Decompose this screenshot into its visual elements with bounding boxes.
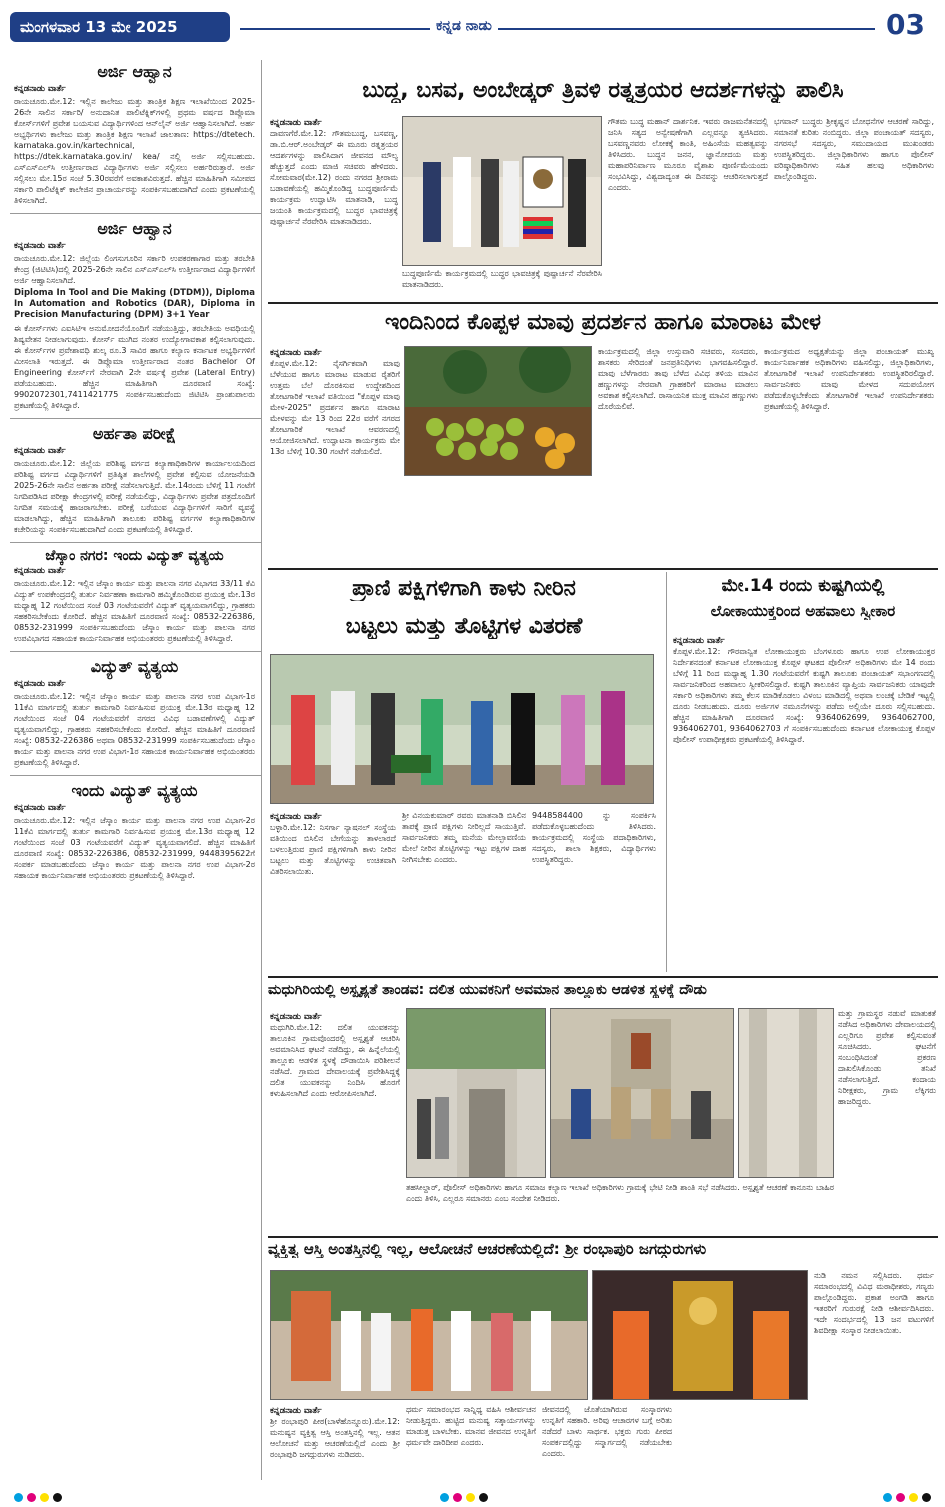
masthead bbox=[0, 0, 945, 60]
story-madhugiri-photo-1 bbox=[406, 1008, 546, 1178]
story-buddha-byline: ಕನ್ನಡನಾಡು ವಾರ್ತೆ bbox=[270, 118, 322, 128]
newspaper-brand: ಕನ್ನಡ ನಾಡು bbox=[430, 18, 498, 34]
story-lokayukta-headline-1: ಮೇ.14 ರಂದು ಕುಷ್ಟಗಿಯಲ್ಲಿ bbox=[721, 576, 885, 596]
story-rambhapuri-photo-2 bbox=[592, 1270, 808, 1400]
yellow-dot bbox=[40, 1493, 49, 1502]
notice-4-byline: ಕನ್ನಡನಾಡು ವಾರ್ತೆ bbox=[14, 566, 66, 576]
main-area bbox=[268, 60, 938, 1480]
issue-date: ಮಂಗಳವಾರ 13 ಮೇ 2025 bbox=[10, 12, 230, 42]
section-rule bbox=[268, 976, 938, 978]
cyan-dot bbox=[883, 1493, 892, 1502]
story-madhugiri bbox=[268, 980, 938, 1234]
registration-marks-right bbox=[883, 1491, 931, 1503]
story-birds-photo bbox=[270, 654, 654, 804]
story-buddha-headline: ಬುದ್ಧ, ಬಸವ, ಅಂಬೇಡ್ಕರ್ ತ್ರಿವಳಿ ರತ್ನತ್ರಯರ ಆದರ್ಶಗಳನ್ನು ಪಾಲಿಸಿ bbox=[362, 78, 844, 103]
black-dot bbox=[53, 1493, 62, 1502]
story-lokayukta-byline: ಕನ್ನಡನಾಡು ವಾರ್ತೆ bbox=[673, 636, 725, 646]
story-lokayukta-body: ಕೊಪ್ಪಳ.ಮೇ.12: ಗೌರವಾನ್ವಿತ ಲೋಕಾಯುಕ್ತರು ಬೆಂಗಳೂರು ಹಾಗೂ ಉಪ ಲೋಕಾಯುಕ್ತರ ನಿರ್ದೇಶನದಂತೆ ಕರ್ನಾಟಕ ಲೋಕಾಯುಕ್ತ ಕೊಪ್ಪಳ ಘಟಕದ ಪೊಲೀಸ್ ಅಧಿಕಾರಿಗಳು ಮೇ 14 ರಂದು ಬೆಳಿಗ್ಗೆ 11 ರಿಂದ ಮಧ್ಯಾಹ್ನ 1.30 ಗಂಟೆಯವರೆಗೆ ಕುಷ್ಟಗಿ ತಾಲೂಕು ಪಂಚಾಯತ್ ಸಭಾಂಗಣದಲ್ಲಿ ಸಾರ್ವಜನಿಕರಿಂದ ಅಹವಾಲು ಸ್ವೀಕರಿಸಲಿದ್ದಾರೆ. ಕುಷ್ಟಗಿ ತಾಲೂಕಿನ ವ್ಯಾಪ್ತಿಯ ಸಾರ್ವಜನಿಕರು ಯಾವುದೇ ಸರ್ಕಾರಿ ಅಧಿಕಾರಿಗಳು ತಮ್ಮ ಕೆಲಸ ಮಾಡಿಕೊಡಲು ವಿಳಂಬ ಮಾಡಿದಲ್ಲಿ ಅಥವಾ ಲಂಚಕ್ಕೆ ಬೇಡಿಕೆ ಇಟ್ಟಲ್ಲಿ ದೂರು ನೀಡಬಹುದು. ದೂರು ಅರ್ಜಿಗಳ ನಮೂನೆಗಳನ್ನು ಪಡೆದು ಅಲ್ಲಿಯೇ ದೂರು ಸಲ್ಲಿಸಬಹುದು. ಹೆಚ್ಚಿನ ಮಾಹಿತಿಗಾಗಿ ದೂರವಾಣಿ ಸಂಖ್ಯೆ: 9364062699, 9364062700, 9364062701, 9364062703 ಗೆ ಸಂಪರ್ಕಿಸಬಹುದೆಂದು ಕರ್ನಾಟಕ ಲೋಕಾಯುಕ್ತ ಕೊಪ್ಪಳ ಪೊಲೀಸ್ ಉಪಾಧೀಕ್ಷಕರು ಪ್ರಕಟಣೆಯಲ್ಲಿ ತಿಳಿಸಿದ್ದಾರೆ. bbox=[673, 647, 935, 744]
swamiji-puja-photo bbox=[593, 1271, 808, 1400]
notice-5 bbox=[10, 655, 261, 772]
story-buddha-col1: ದಾವಣಗೆರೆ.ಮೇ.12: ಗೌತಮಬುದ್ಧ, ಬಸವಣ್ಣ, ಡಾ.ಬಿ.ಆರ್.ಅಂಬೇಡ್ಕರ್ ಈ ಮೂರು ರತ್ನತ್ರಯರ ಆದರ್ಶಗಳನ್ನು ಪಾಲಿಸಿದಾಗ ಜೀವನದ ಮೌಲ್ಯ ಹೆಚ್ಚುತ್ತದೆ ಎಂದು ಮಾಜಿ ಸಚಿವರು ಹೇಳಿದರು. ಸೋಮವಾರ(ಮೇ.12) ರಂದು ನಗರದ ಶ್ರೀರಾಮ ಬಡಾವಣೆಯಲ್ಲಿ ಹಮ್ಮಿಕೊಂಡಿದ್ದ ಬುದ್ಧಪೂರ್ಣಿಮೆ ಕಾರ್ಯಕ್ರಮ ಉದ್ಘಾಟಿಸಿ ಮಾತನಾಡಿ, ಬುದ್ಧ ಜಯಂತಿ ಕಾರ್ಯಕ್ರಮದಲ್ಲಿ ಬುದ್ಧರ ಭಾವಚಿತ್ರಕ್ಕೆ ಪುಷ್ಪಾರ್ಚನೆ ನೆರವೇರಿಸಿ ಮಾತನಾಡಿದರು. bbox=[270, 129, 398, 226]
notice-3-title: ಅರ್ಹತಾ ಪರೀಕ್ಷೆ bbox=[92, 424, 177, 443]
left-column bbox=[10, 60, 262, 1480]
story-rambhapuri-photo-1 bbox=[270, 1270, 588, 1400]
story-lokayukta-headline-2: ಲೋಕಾಯುಕ್ತರಿಂದ ಅಹವಾಲು ಸ್ವೀಕಾರ bbox=[710, 602, 896, 620]
notice-2-body-b: ಈ ಕೋರ್ಸ್‌ಗಳು ಎಐಸಿಟಿಇ ಅನುಮೋದನೆಯೊಂದಿಗೆ ನಡೆಯುತ್ತಿದ್ದು, ತರಬೇತಿಯ ಅವಧಿಯಲ್ಲಿ ಶಿಷ್ಯವೇತನ ನೀಡಲಾಗುವುದು. ಕೋರ್ಸ್ ಮುಗಿದ ನಂತರ ಉದ್ಯೋಗಾವಕಾಶ ಕಲ್ಪಿಸಲಾಗುವುದು. ಈ ಕೋರ್ಸ್‌ಗಳ ಪ್ರವೇಶಾವಧಿ ಶುಲ್ಕ ರೂ.3 ಸಾವಿರ ಹಾಗೂ ಕಲ್ಯಾಣ ಕರ್ನಾಟಕ ಅಭ್ಯರ್ಥಿಗಳಿಗೆ ಮೀಸಲಾತಿ ಇರುತ್ತದೆ. ಈ ಡಿಪ್ಲೊಮಾ ಉತ್ತೀರ್ಣರಾದ ನಂತರ Bachelor Of Engineering ಕೋರ್ಸ್‌ಗೆ ನೇರವಾಗಿ 2ನೇ ವರ್ಷಕ್ಕೆ ಪ್ರವೇಶ (Lateral Entry) ಪಡೆಯಬಹುದು. ಹೆಚ್ಚಿನ ಮಾಹಿತಿಗಾಗಿ ದೂರವಾಣಿ ಸಂಖ್ಯೆ: 9902072301,7411421775 ಸಂಪರ್ಕಿಸಬಹುದೆಂದು ಜಿಟಿಟಿಸಿ ಪ್ರಾಂಶುಪಾಲರು ಪ್ರಕಟಣೆಯಲ್ಲಿ ತಿಳಿಸಿದ್ದಾರೆ. bbox=[14, 324, 255, 410]
story-rambhapuri bbox=[268, 1240, 938, 1478]
magenta-dot bbox=[896, 1493, 905, 1502]
story-mango-col1b bbox=[404, 480, 592, 560]
notice-2 bbox=[10, 217, 261, 415]
story-birds-headline-2: ಬಟ್ಟಲು ಮತ್ತು ತೊಟ್ಟಿಗಳ ವಿತರಣೆ bbox=[345, 614, 583, 639]
notice-1-byline: ಕನ್ನಡನಾಡು ವಾರ್ತೆ bbox=[14, 84, 66, 94]
story-rambhapuri-col4: ನುಡಿ ನಮನ ಸಲ್ಲಿಸಿದರು. ಧರ್ಮ ಸಮಾರಂಭದಲ್ಲಿ ವಿವಿಧ ಮಠಾಧೀಶರು, ಗಣ್ಯರು ಪಾಲ್ಗೊಂಡಿದ್ದರು. ಪ್ರಕಾಶ ಅಂಗಡಿ ಹಾಗೂ ಇತರರಿಗೆ ಗುರುರಕ್ಷೆ ನೀಡಿ ಆಶೀರ್ವದಿಸಿದರು. ಇದೇ ಸಂದರ್ಭದಲ್ಲಿ 13 ಜನ ವಟುಗಳಿಗೆ ಶಿವದೀಕ್ಷಾ ಸಂಸ್ಕಾರ ನೀಡಲಾಯಿತು. bbox=[814, 1271, 934, 1335]
story-rambhapuri-headline: ವ್ಯಕ್ತಿತ್ವ ಆಸ್ತಿ ಅಂತಸ್ತಿನಲ್ಲಿ ಇಲ್ಲ, ಆಲೋಚನೆ ಆಚರಣೆಯಲ್ಲಿದೆ: ಶ್ರೀ ರಂಭಾಪುರಿ ಜಗದ್ಗುರುಗಳು bbox=[268, 1240, 707, 1258]
procession-photo bbox=[271, 1271, 588, 1400]
magenta-dot bbox=[453, 1493, 462, 1502]
registration-marks-center bbox=[440, 1491, 488, 1503]
notice-5-byline: ಕನ್ನಡನಾಡು ವಾರ್ತೆ bbox=[14, 679, 66, 689]
notice-3-byline: ಕನ್ನಡನಾಡು ವಾರ್ತೆ bbox=[14, 446, 66, 456]
temple-entrance-photo bbox=[407, 1009, 546, 1178]
notice-2-title: ಅರ್ಜಿ ಆಹ್ವಾನ bbox=[97, 219, 172, 238]
story-birds-headline-1: ಪ್ರಾಣಿ ಪಕ್ಷಿಗಳಿಗಾಗಿ ಕಾಳು ನೀರಿನ bbox=[352, 576, 576, 601]
notice-3-body: ರಾಯಚೂರು.ಮೇ.12: ಜಿಲ್ಲೆಯ ಪರಿಶಿಷ್ಟ ವರ್ಗದ ಕಲ್ಯಾಣಾಧಿಕಾರಿಗಳ ಕಾರ್ಯಾಲಯದಿಂದ ಪರಿಶಿಷ್ಟ ವರ್ಗದ ವಿದ್ಯಾರ್ಥಿಗಳಿಗೆ ಪ್ರತಿಷ್ಠಿತ ಶಾಲೆಗಳಲ್ಲಿ ಪ್ರವೇಶ ಕಲ್ಪಿಸುವ ಯೋಜನೆಯಡಿ 2025-26ನೇ ಸಾಲಿನ ಅರ್ಹತಾ ಪರೀಕ್ಷೆ ನಡೆಸಲಾಗುತ್ತಿದೆ. ಮೇ.14ರಂದು ಬೆಳಿಗ್ಗೆ 11 ಗಂಟೆಗೆ ನಿಗದಿಪಡಿಸಿದ ಪರೀಕ್ಷಾ ಕೇಂದ್ರಗಳಲ್ಲಿ ಪರೀಕ್ಷೆ ನಡೆಯಲಿದ್ದು, ವಿದ್ಯಾರ್ಥಿಗಳು ಪ್ರವೇಶ ಪತ್ರದೊಂದಿಗೆ ನಿಗದಿತ ಸಮಯಕ್ಕೆ ಹಾಜರಾಗಬೇಕು. ಪರೀಕ್ಷೆ ಬರೆಯುವ ವಿದ್ಯಾರ್ಥಿಗಳಿಗೆ ಸಾರಿಗೆ ವ್ಯವಸ್ಥೆ ಮಾಡಲಾಗಿದ್ದು, ಹೆಚ್ಚಿನ ಮಾಹಿತಿಗಾಗಿ ತಾಲೂಕು ಪರಿಶಿಷ್ಟ ವರ್ಗಗಳ ಕಲ್ಯಾಣಾಧಿಕಾರಿಗಳ ಕಚೇರಿಯನ್ನು ಸಂಪರ್ಕಿಸಬಹುದಾಗಿದೆ ಎಂದು ಪ್ರಕಟಣೆಯಲ್ಲಿ ತಿಳಿಸಿದ್ದಾರೆ. bbox=[14, 459, 255, 534]
page-number: 03 bbox=[886, 8, 925, 41]
story-mango bbox=[268, 308, 938, 566]
story-rambhapuri-col2: ಧರ್ಮ ಸಮಾರಂಭದ ಸಾನ್ನಿಧ್ಯ ವಹಿಸಿ ಆಶೀರ್ವಚನ ನೀಡುತ್ತಿದ್ದರು. ಹುಟ್ಟಿದ ಮನುಷ್ಯ ಸತ್ಕಾರ್ಯಗಳನ್ನು ಮಾಡುತ್ತ ಬಾಳಬೇಕು. ಮಾನವ ಜೀವನದ ಉನ್ನತಿಗೆ ಧರ್ಮವೇ ದಾರಿದೀಪ ಎಂದರು. bbox=[406, 1405, 536, 1447]
notice-3 bbox=[10, 422, 261, 539]
notice-4-title: ಜೆಸ್ಕಾಂ ನಗರ: ಇಂದು ವಿದ್ಯುತ್ ವ್ಯತ್ಯಯ bbox=[45, 548, 224, 564]
buddha-event-photo bbox=[403, 117, 602, 266]
cyan-dot bbox=[14, 1493, 23, 1502]
story-madhugiri-photo-2 bbox=[550, 1008, 734, 1178]
section-rule bbox=[268, 1236, 938, 1238]
notice-2-body-a: ರಾಯಚೂರು.ಮೇ.12: ಜಿಲ್ಲೆಯ ಲಿಂಗಸುಗೂರಿನ ಸರ್ಕಾರಿ ಉಪಕರಣಾಗಾರ ಮತ್ತು ತರಬೇತಿ ಕೇಂದ್ರ (ಜಿಟಿಟಿಸಿ)ದಲ್ಲಿ 2025-26ನೇ ಸಾಲಿನ ಎಸ್‌ಎಸ್‌ಎಲ್‌ಸಿ ಉತ್ತೀರ್ಣರಾದ ವಿದ್ಯಾರ್ಥಿಗಳಿಗೆ ಅರ್ಜಿ ಆಹ್ವಾನಿಸಲಾಗಿದೆ. bbox=[14, 254, 255, 285]
temple-pillars-photo bbox=[739, 1009, 834, 1178]
magenta-dot bbox=[27, 1493, 36, 1502]
story-mango-col1: ಕೊಪ್ಪಳ.ಮೇ.12: ನೈಸರ್ಗಿಕವಾಗಿ ಮಾವು ಬೆಳೆಯುವ ಹಾಗೂ ಮಾರಾಟ ಮಾಡುವ ರೈತರಿಗೆ ಉತ್ತಮ ಬೆಲೆ ದೊರಕಿಸುವ ಉದ್ದೇಶದಿಂದ ತೋಟಗಾರಿಕೆ ಇಲಾಖೆ ವತಿಯಿಂದ "ಕೊಪ್ಪಳ ಮಾವು ಮೇಳ-2025" ಪ್ರದರ್ಶನ ಹಾಗೂ ಮಾರಾಟ ಮೇಳವನ್ನು ಮೇ 13 ರಿಂದ 22ರ ವರೆಗೆ ನಗರದ ತೋಟಗಾರಿಕೆ ಇಲಾಖೆ ಆವರಣದಲ್ಲಿ ಆಯೋಜಿಸಲಾಗಿದೆ. ಉದ್ಘಾಟನಾ ಕಾರ್ಯಕ್ರಮ ಮೇ 13ರ ಬೆಳಿಗ್ಗೆ 10.30 ಗಂಟೆಗೆ ನಡೆಯಲಿದೆ. bbox=[270, 359, 400, 456]
story-madhugiri-headline: ಮಧುಗಿರಿಯಲ್ಲಿ ಅಸ್ಪೃಶ್ಯತೆ ತಾಂಡವ: ದಲಿತ ಯುವಕನಿಗೆ ಅವಮಾನ ತಾಲ್ಲೂಕು ಆಡಳಿತ ಸ್ಥಳಕ್ಕೆ ದೌಡು bbox=[268, 982, 707, 998]
divider bbox=[10, 418, 261, 419]
story-rambhapuri-col1: ಶ್ರೀ ರಂಭಾಪುರಿ ಪೀಠ(ಬಾಳೆಹೊನ್ನೂರು).ಮೇ.12: ಮನುಷ್ಯನ ವ್ಯಕ್ತಿತ್ವ ಆಸ್ತಿ ಅಂತಸ್ತಿನಲ್ಲಿ ಇಲ್ಲ. ಆತನ ಆಲೋಚನೆ ಮತ್ತು ಆಚರಣೆಯಲ್ಲಿದೆ ಎಂದು ಶ್ರೀ ರಂಭಾಪುರಿ ಜಗದ್ಗುರುಗಳು ನುಡಿದರು. bbox=[270, 1417, 400, 1459]
notice-1-title: ಅರ್ಜಿ ಆಹ್ವಾನ bbox=[97, 62, 172, 81]
notice-6-title: ಇಂದು ವಿದ್ಯುತ್ ವ್ಯತ್ಯಯ bbox=[71, 781, 198, 800]
story-birds-col1: ಬಳ್ಳಾರಿ.ಮೇ.12: ನಿಸರ್ಗಾ ನ್ಯಾಷನಲ್ ಸಂಸ್ಥೆಯ ವತಿಯಿಂದ ಬಿಸಿಲಿನ ಬೇಗೆಯನ್ನು ತಾಳಲಾರದೆ ಬಳಲುತ್ತಿರುವ ಪ್ರಾಣಿ ಪಕ್ಷಿಗಳಿಗಾಗಿ ಕಾಳು ನೀರಿನ ಬಟ್ಟಲು ಮತ್ತು ತೊಟ್ಟಿಗಳನ್ನು ಉಚಿತವಾಗಿ ವಿತರಿಸಲಾಯಿತು. bbox=[270, 823, 396, 876]
story-madhugiri-photo-3 bbox=[738, 1008, 834, 1178]
story-mango-photo bbox=[404, 346, 592, 476]
notice-4 bbox=[10, 546, 261, 648]
notice-2-courses: Diploma In Tool and Die Making (DTDM)), Diploma In Automation and Robotics (DAR), Diploma in Precision Manufacturing (DPM) 3+1 Year bbox=[14, 288, 255, 320]
story-rambhapuri-byline: ಕನ್ನಡನಾಡು ವಾರ್ತೆ bbox=[270, 1406, 322, 1416]
divider bbox=[10, 213, 261, 214]
story-birds bbox=[268, 572, 660, 972]
cyan-dot bbox=[440, 1493, 449, 1502]
story-mango-col2: ಕಾರ್ಯಕ್ರಮದಲ್ಲಿ ಜಿಲ್ಲಾ ಉಸ್ತುವಾರಿ ಸಚಿವರು, ಸಂಸದರು, ಶಾಸಕರು ಸೇರಿದಂತೆ ಜನಪ್ರತಿನಿಧಿಗಳು ಭಾಗವಹಿಸಲಿದ್ದಾರೆ. ಮಾವು ಬೆಳೆಗಾರರು ತಾವು ಬೆಳೆದ ವಿವಿಧ ತಳಿಯ ಮಾವಿನ ಹಣ್ಣುಗಳನ್ನು ನೇರವಾಗಿ ಗ್ರಾಹಕರಿಗೆ ಮಾರಾಟ ಮಾಡಲು ಅವಕಾಶ ಕಲ್ಪಿಸಲಾಗಿದೆ. ರಾಸಾಯನಿಕ ಮುಕ್ತ ಮಾವಿನ ಹಣ್ಣುಗಳು ದೊರೆಯಲಿವೆ. bbox=[598, 347, 758, 411]
divider bbox=[10, 651, 261, 652]
story-madhugiri-col2: ತಹಸೀಲ್ದಾರ್, ಪೊಲೀಸ್ ಅಧಿಕಾರಿಗಳು ಹಾಗೂ ಸಮಾಜ ಕಲ್ಯಾಣ ಇಲಾಖೆ ಅಧಿಕಾರಿಗಳು ಗ್ರಾಮಕ್ಕೆ ಭೇಟಿ ನೀಡಿ ಶಾಂತಿ ಸಭೆ ನಡೆಸಿದರು. ಅಸ್ಪೃಶ್ಯತೆ ಆಚರಣೆ ಕಾನೂನು ಬಾಹಿರ ಎಂದು ತಿಳಿಸಿ, ಎಲ್ಲರೂ ಸಮಾನರು ಎಂಬ ಸಂದೇಶ ನೀಡಿದರು. bbox=[406, 1183, 834, 1203]
story-birds-col3: 9448584400 ನ್ನು ಸಂಪರ್ಕಿಸಿ ಪಡೆದುಕೊಳ್ಳಬಹುದೆಂದು ತಿಳಿಸಿದರು. ಕಾರ್ಯಕ್ರಮದಲ್ಲಿ ಸಂಸ್ಥೆಯ ಪದಾಧಿಕಾರಿಗಳು, ಸದಸ್ಯರು, ಶಾಲಾ ಶಿಕ್ಷಕರು, ವಿದ್ಯಾರ್ಥಿಗಳು ಉಪಸ್ಥಿತರಿದ್ದರು. bbox=[532, 811, 656, 864]
police-meeting-photo bbox=[551, 1009, 734, 1178]
masthead-rule bbox=[240, 28, 875, 30]
registration-marks-left bbox=[14, 1491, 62, 1503]
notice-5-body: ರಾಯಚೂರು.ಮೇ.12: ಇಲ್ಲಿನ ಜೆಸ್ಕಾಂ ಕಾರ್ಯ ಮತ್ತು ಪಾಲನಾ ನಗರ ಉಪ ವಿಭಾಗ-1ರ 11ಕೆವಿ ಮಾರ್ಗದಲ್ಲಿ ತುರ್ತು ಕಾಮಗಾರಿ ನಿರ್ವಹಿಸುವ ಪ್ರಯುಕ್ತ ಮೇ.13ರ ಮಧ್ಯಾಹ್ನ 12 ಗಂಟೆಯಿಂದ ಸಂಜೆ 04 ಗಂಟೆಯವರೆಗೆ ನಗರದ ವಿವಿಧ ಬಡಾವಣೆಗಳಲ್ಲಿ ವಿದ್ಯುತ್ ವ್ಯತ್ಯಯವಾಗಲಿದ್ದು, ಗ್ರಾಹಕರು ಸಹಕರಿಸಬೇಕೆಂದು ಕೋರಿದೆ. ಹೆಚ್ಚಿನ ಮಾಹಿತಿಗೆ ದೂರವಾಣಿ ಸಂಖ್ಯೆ: 08532-226386 ಅಥವಾ 08532-231999 ಸಂಪರ್ಕಿಸಬಹುದೆಂದು ಜೆಸ್ಕಾಂ ಕಾರ್ಯ ಮತ್ತು ಪಾಲನಾ ನಗರ ಉಪ ವಿಭಾಗ-1ರ ಸಹಾಯಕ ಕಾರ್ಯನಿರ್ವಾಹಕ ಅಭಿಯಂತರರು ಪ್ರಕಟಣೆಯಲ್ಲಿ ತಿಳಿಸಿದ್ದಾರೆ. bbox=[14, 692, 255, 767]
story-madhugiri-col1: ಮಧುಗಿರಿ.ಮೇ.12: ದಲಿತ ಯುವಕನನ್ನು ತಾಲೂಕಿನ ಗ್ರಾಮವೊಂದರಲ್ಲಿ ಅಸ್ಪೃಶ್ಯತೆ ಆಚರಿಸಿ ಅವಮಾನಿಸಿದ ಘಟನೆ ನಡೆದಿದ್ದು, ಈ ಹಿನ್ನೆಲೆಯಲ್ಲಿ ತಾಲ್ಲೂಕು ಆಡಳಿತ ಸ್ಥಳಕ್ಕೆ ದೌಡಾಯಿಸಿ ಪರಿಶೀಲನೆ ನಡೆಸಿದೆ. ಗ್ರಾಮದ ದೇವಾಲಯಕ್ಕೆ ಪ್ರವೇಶಿಸಿದ್ದಕ್ಕೆ ದಲಿತ ಯುವಕನನ್ನು ನಿಂದಿಸಿ ಹೊರಗೆ ಕಳುಹಿಸಲಾಗಿದೆ ಎಂದು ಆರೋಪಿಸಲಾಗಿದೆ. bbox=[270, 1023, 400, 1098]
story-buddha-col2: ಗೌತಮ ಬುದ್ಧ ಮಹಾನ್ ದಾರ್ಶನಿಕ. ಇವರು ರಾಜಮನೆತನದಲ್ಲಿ ಜನಿಸಿ ಸತ್ಯದ ಅನ್ವೇಷಣೆಗಾಗಿ ಎಲ್ಲವನ್ನೂ ತ್ಯಜಿಸಿದರು. ಬಸವಣ್ಣನವರು ಲೋಕಕ್ಕೆ ಕಾಂತಿ, ಅಹಿಂಸೆಯ ಮಹತ್ವವನ್ನು ತಿಳಿಸಿದರು. ಬುದ್ಧನ ಜನನ, ಜ್ಞಾನೋದಯ ಮತ್ತು ಮಹಾಪರಿನಿರ್ವಾಣ ಮೂರೂ ವೈಶಾಖ ಪೂರ್ಣಿಮೆಯಂದು ಸಂಭವಿಸಿದ್ದು, ವಿಶ್ವದಾದ್ಯಂತ ಈ ದಿನವನ್ನು ಆಚರಿಸಲಾಗುತ್ತದೆ ಎಂದರು. bbox=[608, 117, 768, 192]
story-madhugiri-col3: ಮತ್ತು ಗ್ರಾಮಸ್ಥರ ನಡುವೆ ಮಾತುಕತೆ ನಡೆಸಿದ ಅಧಿಕಾರಿಗಳು ದೇವಾಲಯದಲ್ಲಿ ಎಲ್ಲರಿಗೂ ಪ್ರವೇಶ ಕಲ್ಪಿಸುವಂತೆ ಸೂಚಿಸಿದರು. ಘಟನೆಗೆ ಸಂಬಂಧಿಸಿದಂತೆ ಪ್ರಕರಣ ದಾಖಲಿಸಿಕೊಂಡು ತನಿಖೆ ನಡೆಸಲಾಗುತ್ತಿದೆ. ಕಂದಾಯ ನಿರೀಕ್ಷಕರು, ಗ್ರಾಮ ಲೆಕ್ಕಿಗರು ಹಾಜರಿದ್ದರು. bbox=[838, 1009, 936, 1106]
divider bbox=[10, 775, 261, 776]
black-dot bbox=[922, 1493, 931, 1502]
story-mango-byline: ಕನ್ನಡನಾಡು ವಾರ್ತೆ bbox=[270, 348, 322, 358]
birds-event-photo bbox=[271, 655, 654, 804]
notice-6 bbox=[10, 779, 261, 885]
story-buddha-photo bbox=[402, 116, 602, 266]
mango-photo bbox=[405, 347, 592, 476]
yellow-dot bbox=[466, 1493, 475, 1502]
notice-5-title: ವಿದ್ಯುತ್ ವ್ಯತ್ಯಯ bbox=[90, 657, 179, 676]
notice-2-byline: ಕನ್ನಡನಾಡು ವಾರ್ತೆ bbox=[14, 241, 66, 251]
story-rambhapuri-col3: ಜೀವನದಲ್ಲಿ ಜೊತೆಯಾಗಿರುವ ಸಂಸ್ಕಾರಗಳು ಉನ್ನತಿಗೆ ಸಹಕಾರಿ. ಅರಿವು ಆಚಾರಗಳ ಬಗ್ಗೆ ಅರಿತು ನಡೆದರೆ ಬಾಳು ಸಾರ್ಥಕ. ಭಕ್ತರು ಗುರು ಪೀಠದ ಸಂಪರ್ಕದಲ್ಲಿದ್ದು ಸನ್ಮಾರ್ಗದಲ್ಲಿ ನಡೆಯಬೇಕು ಎಂದರು. bbox=[542, 1405, 672, 1458]
black-dot bbox=[479, 1493, 488, 1502]
story-mango-headline: ಇಂದಿನಿಂದ ಕೊಪ್ಪಳ ಮಾವು ಪ್ರದರ್ಶನ ಹಾಗೂ ಮಾರಾಟ ಮೇಳ bbox=[384, 310, 822, 335]
story-buddha-caption: ಬುದ್ಧಪೂರ್ಣಿಮೆ ಕಾರ್ಯಕ್ರಮದಲ್ಲಿ ಬುದ್ಧರ ಭಾವಚಿತ್ರಕ್ಕೆ ಪುಷ್ಪಾರ್ಚನೆ ನೆರವೇರಿಸಿ ಮಾತನಾಡಿದರು. bbox=[402, 269, 602, 289]
section-rule bbox=[268, 568, 938, 570]
notice-6-body: ರಾಯಚೂರು.ಮೇ.12: ಇಲ್ಲಿನ ಜೆಸ್ಕಾಂ ಕಾರ್ಯ ಮತ್ತು ಪಾಲನಾ ನಗರ ಉಪ ವಿಭಾಗ-2ರ 11ಕೆವಿ ಮಾರ್ಗದಲ್ಲಿ ತುರ್ತು ಕಾಮಗಾರಿ ನಿರ್ವಹಿಸುವ ಪ್ರಯುಕ್ತ ಮೇ.13ರ ಮಧ್ಯಾಹ್ನ 12 ಗಂಟೆಯಿಂದ ಸಂಜೆ 03 ಗಂಟೆಯವರೆಗೆ ವಿದ್ಯುತ್ ವ್ಯತ್ಯಯವಾಗಲಿದೆ. ಹೆಚ್ಚಿನ ಮಾಹಿತಿಗೆ ದೂರವಾಣಿ ಸಂಖ್ಯೆ: 08532-226386, 08532-231999, 9448395622ಗೆ ಸಂಪರ್ಕ ಮಾಡಬಹುದೆಂದು ಜೆಸ್ಕಾಂ ಕಾರ್ಯ ಮತ್ತು ಪಾಲನಾ ನಗರ ಉಪ ವಿಭಾಗ-2ರ ಸಹಾಯಕ ಕಾರ್ಯನಿರ್ವಾಹಕ ಅಭಿಯಂತರರು ಪ್ರಕಟಣೆಯಲ್ಲಿ ತಿಳಿಸಿದ್ದಾರೆ. bbox=[14, 816, 255, 880]
notice-6-byline: ಕನ್ನಡನಾಡು ವಾರ್ತೆ bbox=[14, 803, 66, 813]
divider bbox=[10, 542, 261, 543]
story-birds-col2: ಶ್ರೀ ವಿನಯಕುಮಾರ್ ರವರು ಮಾತನಾಡಿ ಬಿಸಿಲಿನ ತಾಪಕ್ಕೆ ಪ್ರಾಣಿ ಪಕ್ಷಿಗಳು ನೀರಿಲ್ಲದೆ ಸಾಯುತ್ತಿವೆ. ಸಾರ್ವಜನಿಕರು ತಮ್ಮ ಮನೆಯ ಮೇಲ್ಛಾವಣಿಯ ಮೇಲೆ ನೀರಿನ ತೊಟ್ಟಿಗಳನ್ನು ಇಟ್ಟು ಪಕ್ಷಿಗಳ ದಾಹ ನೀಗಿಸಬೇಕು ಎಂದರು. bbox=[402, 811, 526, 864]
section-rule bbox=[268, 302, 938, 304]
notice-4-body: ರಾಯಚೂರು.ಮೇ.12: ಇಲ್ಲಿನ ಜೆಸ್ಕಾಂ ಕಾರ್ಯ ಮತ್ತು ಪಾಲನಾ ನಗರ ವಿಭಾಗದ 33/11 ಕೆವಿ ವಿದ್ಯುತ್ ಉಪಕೇಂದ್ರದಲ್ಲಿ ತುರ್ತು ನಿರ್ವಹಣಾ ಕಾಮಗಾರಿ ಹಮ್ಮಿಕೊಂಡಿರುವ ಪ್ರಯುಕ್ತ ಮೇ.13ರ ಮಧ್ಯಾಹ್ನ 12 ಗಂಟೆಯಿಂದ ಸಂಜೆ 03 ಗಂಟೆಯವರೆಗೆ ವಿದ್ಯುತ್ ವ್ಯತ್ಯಯವಾಗಲಿದ್ದು, ಗ್ರಾಹಕರು ಸಹಕರಿಸಬೇಕೆಂದು ಕೋರಿದೆ. ಹೆಚ್ಚಿನ ಮಾಹಿತಿಗೆ ದೂರವಾಣಿ ಸಂಖ್ಯೆ: 08532-226386, 08532-231999 ಸಂಪರ್ಕಿಸಬಹುದೆಂದು ಜೆಸ್ಕಾಂ ಕಾರ್ಯ ಮತ್ತು ಪಾಲನಾ ನಗರ ಉಪವಿಭಾಗದ ಸಹಾಯಕ ಕಾರ್ಯನಿರ್ವಾಹಕ ಅಭಿಯಂತರರು ಪ್ರಕಟಣೆಯಲ್ಲಿ ತಿಳಿಸಿದ್ದಾರೆ. bbox=[14, 579, 255, 643]
yellow-dot bbox=[909, 1493, 918, 1502]
story-lokayukta bbox=[666, 572, 938, 972]
story-buddha-col3: ಭಗವಾನ್ ಬುದ್ಧರು ಶ್ರೀಕೃಷ್ಣನ ಬೋಧನೆಗಳ ಆಚರಣೆ ಸಾರಿದ್ದು, ಸಮಾನತೆ ಕುರಿತು ನಂಬಿದ್ದರು. ಜಿಲ್ಲಾ ಪಂಚಾಯತ್ ಸದಸ್ಯರು, ನಗರಸಭೆ ಸದಸ್ಯರು, ಸಮುದಾಯದ ಮುಖಂಡರು ಉಪಸ್ಥಿತರಿದ್ದರು. ಜಿಲ್ಲಾಧಿಕಾರಿಗಳು ಹಾಗೂ ಪೊಲೀಸ್ ವರಿಷ್ಠಾಧಿಕಾರಿಗಳು ಸಹಿತ ಹಲವು ಅಧಿಕಾರಿಗಳು ಪಾಲ್ಗೊಂಡಿದ್ದರು. bbox=[774, 117, 934, 181]
notice-1 bbox=[10, 60, 261, 210]
story-birds-byline: ಕನ್ನಡನಾಡು ವಾರ್ತೆ bbox=[270, 812, 322, 822]
story-mango-col3: ಕಾರ್ಯಕ್ರಮದ ಅಧ್ಯಕ್ಷತೆಯನ್ನು ಜಿಲ್ಲಾ ಪಂಚಾಯತ್ ಮುಖ್ಯ ಕಾರ್ಯನಿರ್ವಾಹಕ ಅಧಿಕಾರಿಗಳು ವಹಿಸಲಿದ್ದು, ಜಿಲ್ಲಾಧಿಕಾರಿಗಳು, ತೋಟಗಾರಿಕೆ ಇಲಾಖೆ ಉಪನಿರ್ದೇಶಕರು ಉಪಸ್ಥಿತರಿರಲಿದ್ದಾರೆ. ಸಾರ್ವಜನಿಕರು ಮಾವು ಮೇಳದ ಸದುಪಯೋಗ ಪಡೆದುಕೊಳ್ಳಬೇಕೆಂದು ತೋಟಗಾರಿಕೆ ಇಲಾಖೆ ಉಪನಿರ್ದೇಶಕರು ಪ್ರಕಟಣೆಯಲ್ಲಿ ತಿಳಿಸಿದ್ದಾರೆ. bbox=[764, 347, 934, 411]
story-madhugiri-byline: ಕನ್ನಡನಾಡು ವಾರ್ತೆ bbox=[270, 1012, 322, 1022]
story-buddha bbox=[268, 60, 938, 300]
notice-1-body: ರಾಯಚೂರು.ಮೇ.12: ಇಲ್ಲಿನ ಕಾಲೇಜು ಮತ್ತು ತಾಂತ್ರಿಕ ಶಿಕ್ಷಣ ಇಲಾಖೆಯಿಂದ 2025-26ನೇ ಸಾಲಿನ ಸರ್ಕಾರಿ/ ಅನುದಾನಿತ ಪಾಲಿಟೆಕ್ನಿಕ್‌ಗಳಲ್ಲಿ ಪ್ರಥಮ ವರ್ಷದ ಡಿಪ್ಲೊಮಾ ಕೋರ್ಸ್‌ಗಳಿಗೆ ಪ್ರವೇಶ ಬಯಸುವ ವಿದ್ಯಾರ್ಥಿಗಳಿಂದ ಆನ್‌ಲೈನ್ ಅರ್ಜಿ ಆಹ್ವಾನಿಸಲಾಗಿದೆ. ಅರ್ಹ ಅಭ್ಯರ್ಥಿಗಳು ಕಾಲೇಜು ಮತ್ತು ತಾಂತ್ರಿಕ ಶಿಕ್ಷಣ ಇಲಾಖೆ ಜಾಲತಾಣ: https://dtetech. karnataka.gov.in/kartechnical, https://dtek.karnataka.gov.in/ kea/ ನಲ್ಲಿ ಅರ್ಜಿ ಸಲ್ಲಿಸಬಹುದು. ಎಸ್‌ಎಸ್‌ಎಲ್‌ಸಿ ಉತ್ತೀರ್ಣರಾದ ವಿದ್ಯಾರ್ಥಿಗಳು ಅರ್ಜಿ ಸಲ್ಲಿಸಲು ಅರ್ಹರಿರುತ್ತಾರೆ. ಅರ್ಜಿ ಸಲ್ಲಿಸಲು ಮೇ.15ರ ಸಂಜೆ 5.30ರವರೆಗೆ ಅವಕಾಶವಿರುತ್ತದೆ. ಹೆಚ್ಚಿನ ಮಾಹಿತಿಗಾಗಿ ಸಮೀಪದ ಸರ್ಕಾರಿ ಪಾಲಿಟೆಕ್ನಿಕ್ ಕಾಲೇಜಿನ ಪ್ರಾಚಾರ್ಯರನ್ನು ಸಂಪರ್ಕಿಸಬಹುದಾಗಿದೆ ಎಂದು ಪ್ರಕಟಣೆಯಲ್ಲಿ ತಿಳಿಸಲಾಗಿದೆ. bbox=[14, 97, 255, 205]
